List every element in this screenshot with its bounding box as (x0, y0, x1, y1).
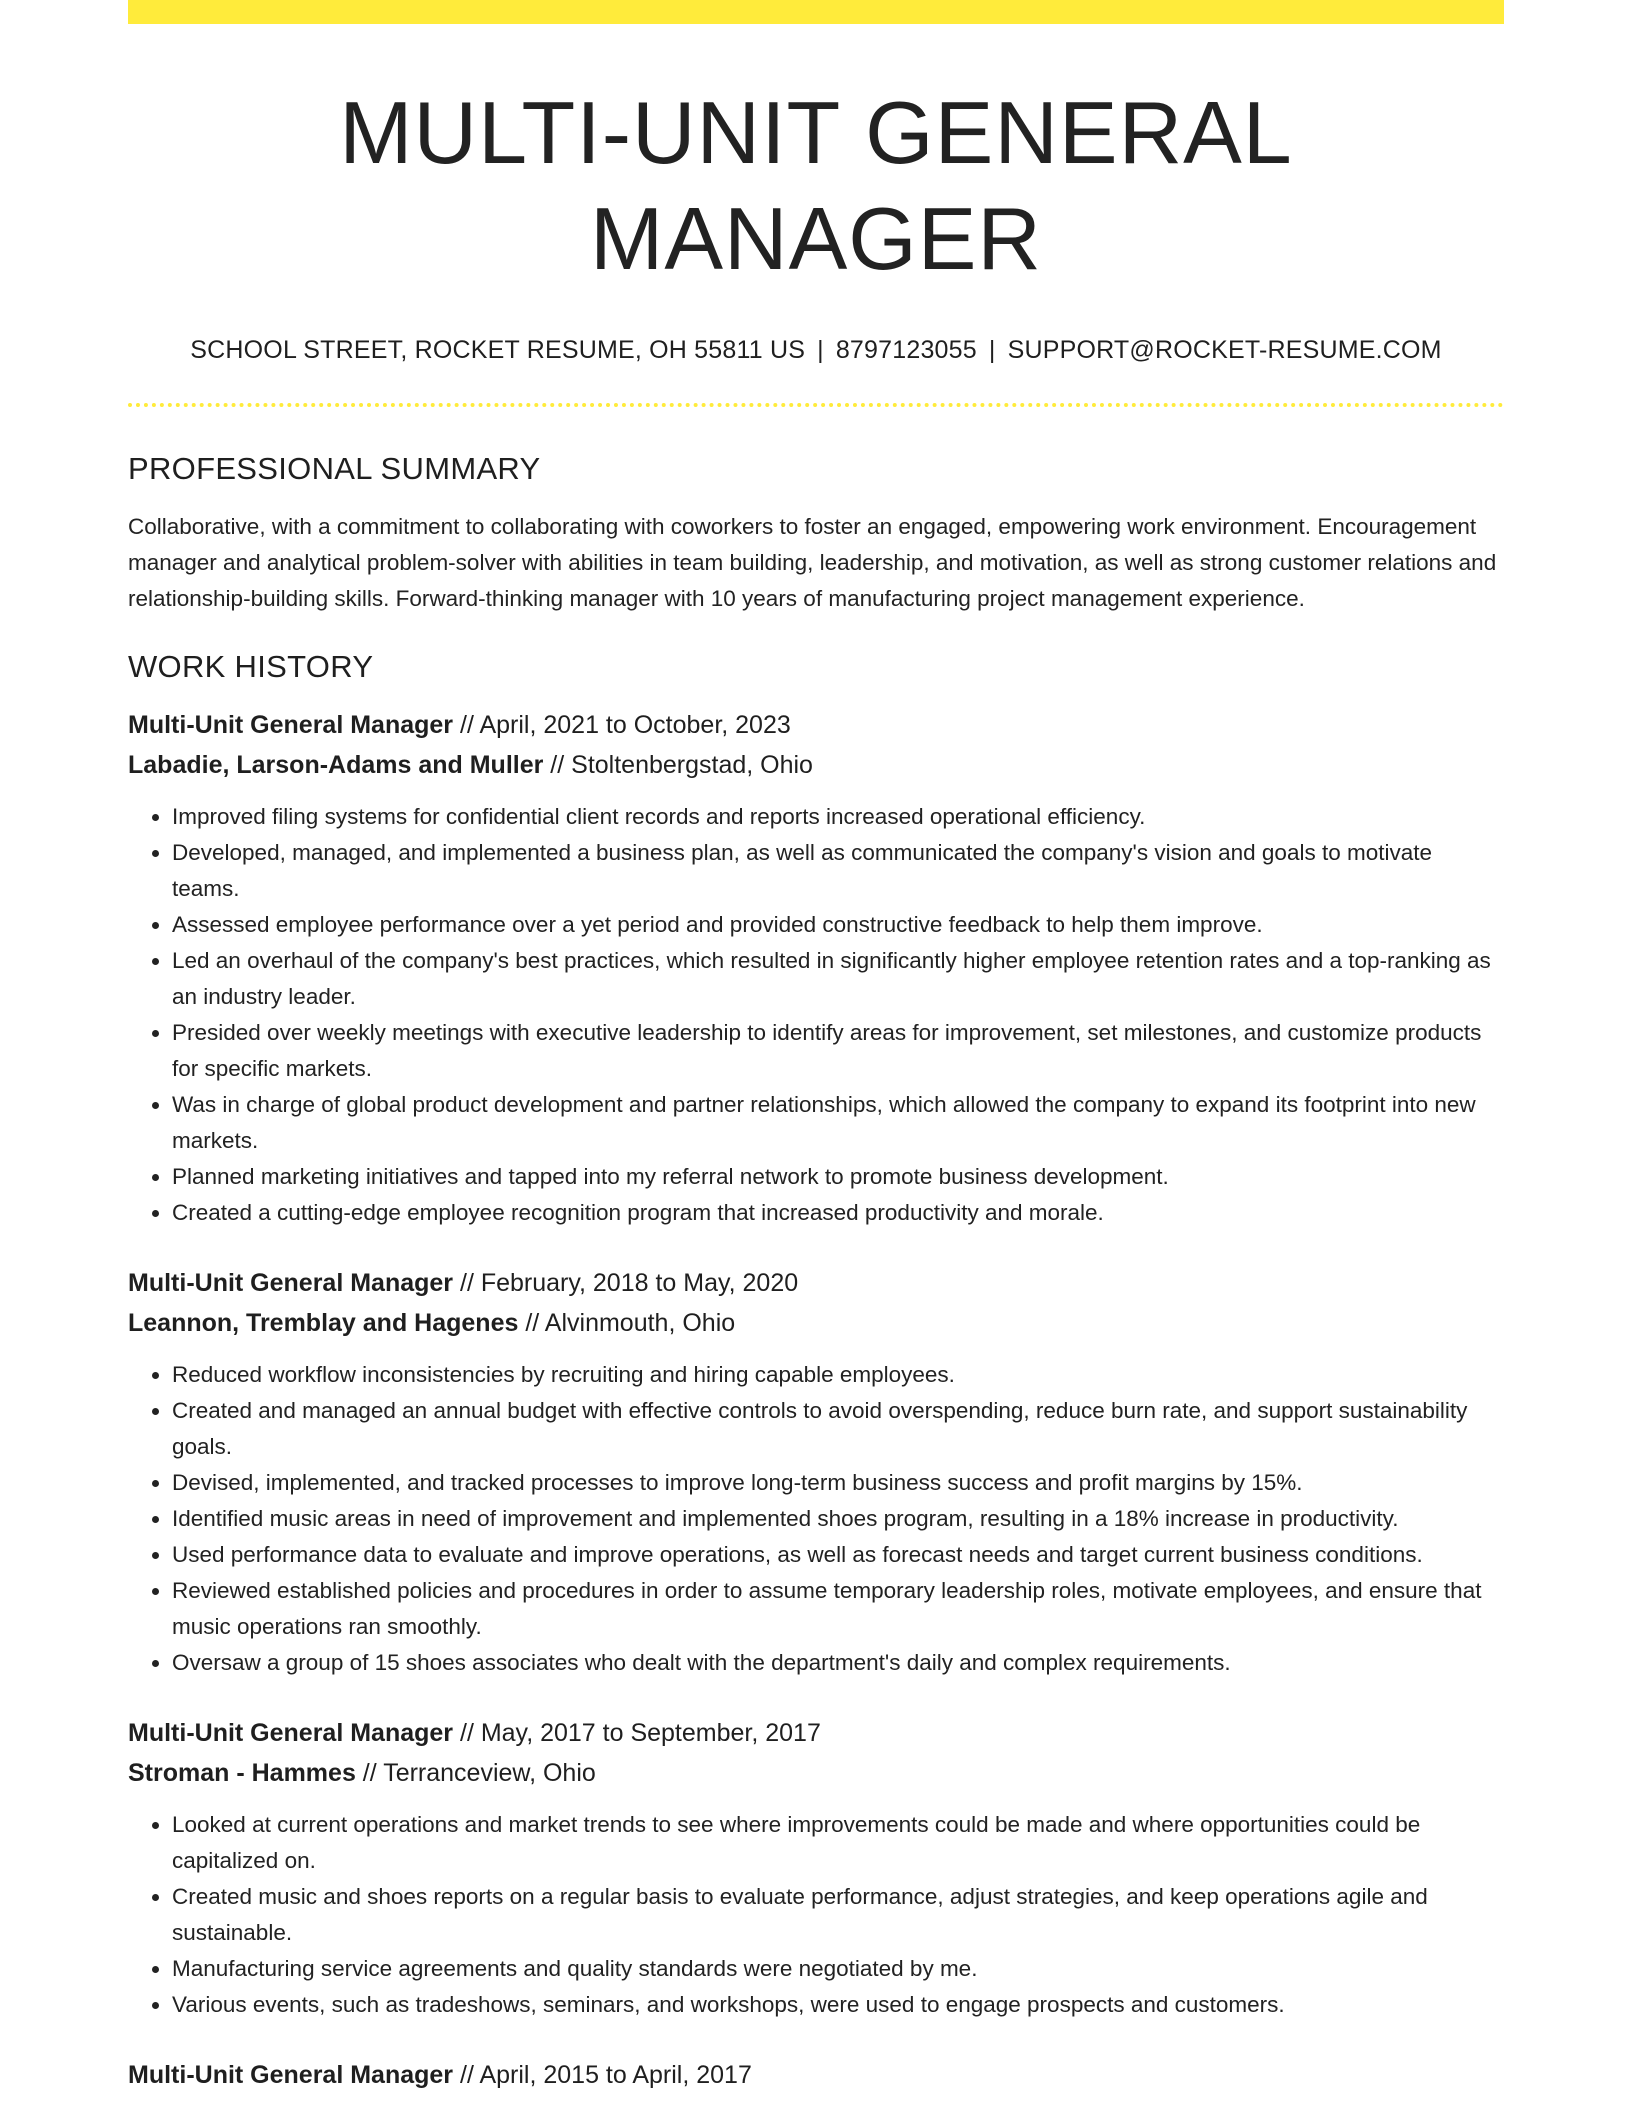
job-entry (128, 1713, 1504, 2023)
summary-text: Collaborative, with a commitment to collaborating with coworkers to foster an engaged, empowering work environment. Encouragement manager and analytical problem-solver with abilities in team building, leadership, and motivation, as well as strong customer relations and relationship-building skills. Forward-thinking manager with 10 years of manufacturing project management experience. (128, 514, 1497, 612)
job-bullets (128, 1357, 1504, 1681)
job-bullet: • Created music and shoes reports on a regular basis to evaluate performance, adjust strategies, and keep operations agile and sustainable. (172, 1879, 1504, 1951)
job-bullet: • Created and managed an annual budget with effective controls to avoid overspending, reduce burn rate, and support sustainability goals. (172, 1393, 1504, 1465)
job-bullet: • Presided over weekly meetings with executive leadership to identify areas for improvement, set milestones, and customize products for specific markets. (172, 1015, 1504, 1087)
job-bullet: • Oversaw a group of 15 shoes associates who dealt with the department's daily and complex requirements. (172, 1645, 1504, 1681)
job-bullet: • Developed, managed, and implemented a business plan, as well as communicated the company's vision and goals to motivate teams. (172, 835, 1504, 907)
job-bullet: • Improved filing systems for confidential client records and reports increased operational efficiency. (172, 799, 1504, 835)
contact-address: SCHOOL STREET, ROCKET RESUME, OH 55811 US (190, 336, 806, 365)
job-bullet: • Manufacturing service agreements and quality standards were negotiated by me. (172, 1951, 1504, 1987)
job-title: Multi-Unit General Manager (128, 711, 454, 740)
job-bullet: • Identified music areas in need of improvement and implemented shoes program, resulting in a 18% increase in productivity. (172, 1501, 1504, 1537)
job-bullet: • Various events, such as tradeshows, seminars, and workshops, were used to engage prospects and customers. (172, 1987, 1504, 2023)
job-company: Stroman - Hammes (128, 1759, 356, 1788)
contact-separator: | (988, 336, 996, 365)
job-bullets (128, 799, 1504, 1231)
job-company-line (128, 745, 1504, 785)
job-title: Multi-Unit General Manager (128, 1719, 454, 1748)
contact-separator: | (817, 336, 824, 365)
job-dates: // April, 2015 to April, 2017 (453, 2061, 752, 2090)
job-entry (128, 2055, 1504, 2095)
job-bullet: • Led an overhaul of the company's best practices, which resulted in significantly higher employee retention rates and a top-ranking as an industry leader. (172, 943, 1504, 1015)
job-entry (128, 705, 1504, 1231)
summary-heading: PROFESSIONAL SUMMARY (128, 451, 541, 487)
job-title-line (128, 2055, 1504, 2095)
contact-phone: 8797123055 (835, 336, 977, 365)
job-bullet: • Created a cutting-edge employee recognition program that increased productivity and morale. (172, 1195, 1504, 1231)
job-bullet: • Looked at current operations and market trends to see where improvements could be made and where opportunities could be capitalized on. (172, 1807, 1504, 1879)
job-bullet: • Reviewed established policies and procedures in order to assume temporary leadership roles, motivate employees, and ensure that music operations ran smoothly. (172, 1573, 1504, 1645)
job-bullet: • Used performance data to evaluate and improve operations, as well as forecast needs and target current business conditions. (172, 1537, 1504, 1573)
job-dates: // May, 2017 to September, 2017 (453, 1719, 821, 1748)
job-location: // Alvinmouth, Ohio (518, 1309, 736, 1338)
job-bullet: • Reduced workflow inconsistencies by recruiting and hiring capable employees. (172, 1357, 1504, 1393)
work-history-heading: WORK HISTORY (128, 649, 374, 685)
resume-title: MULTI-UNIT GENERAL MANAGER (339, 83, 1293, 288)
job-company: Leannon, Tremblay and Hagenes (128, 1309, 519, 1338)
dotted-divider (128, 403, 1504, 407)
job-bullet: • Was in charge of global product development and partner relationships, which allowed the company to expand its footprint into new markets. (172, 1087, 1504, 1159)
accent-top-bar (128, 0, 1504, 24)
job-location: // Terranceview, Ohio (355, 1759, 596, 1788)
job-bullet: • Devised, implemented, and tracked processes to improve long-term business success and profit margins by 15%. (172, 1465, 1504, 1501)
job-title: Multi-Unit General Manager (128, 2061, 454, 2090)
job-bullet: • Assessed employee performance over a yet period and provided constructive feedback to help them improve. (172, 907, 1504, 943)
job-title-line (128, 1713, 1504, 1753)
job-company-line (128, 1753, 1504, 1793)
job-bullet: • Planned marketing initiatives and tapped into my referral network to promote business development. (172, 1159, 1504, 1195)
contact-email: SUPPORT@ROCKET-RESUME.COM (1007, 336, 1442, 365)
job-title-line (128, 705, 1504, 745)
job-dates: // February, 2018 to May, 2020 (453, 1269, 799, 1298)
job-entry (128, 1263, 1504, 1681)
job-title-line (128, 1263, 1504, 1303)
job-company: Labadie, Larson-Adams and Muller (128, 751, 544, 780)
job-location: // Stoltenbergstad, Ohio (543, 751, 813, 780)
job-bullets (128, 1807, 1504, 2023)
contact-line (128, 335, 1504, 365)
job-dates: // April, 2021 to October, 2023 (453, 711, 791, 740)
job-company-line (128, 1303, 1504, 1343)
job-title: Multi-Unit General Manager (128, 1269, 454, 1298)
resume-page (128, 0, 1504, 2095)
